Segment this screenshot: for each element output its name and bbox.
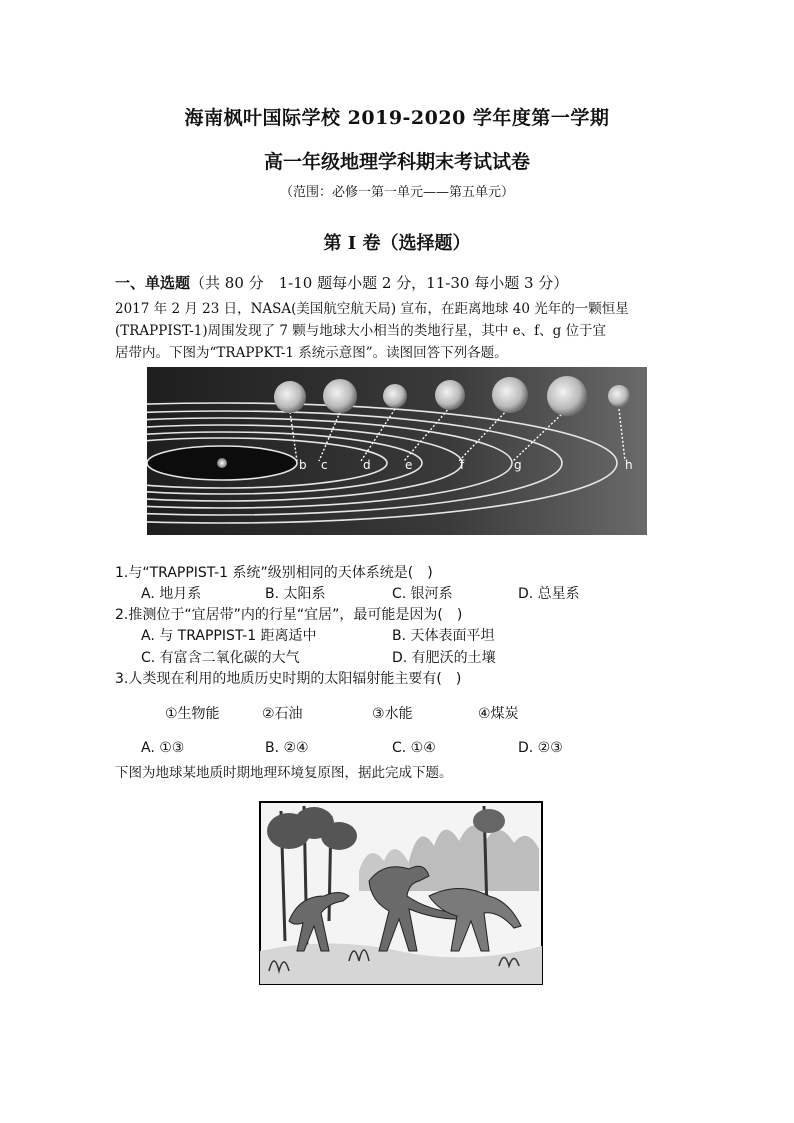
label-g: g <box>514 458 522 472</box>
section-note: （共 80 分 1-10 题每小题 2 分，11-30 每小题 3 分） <box>190 274 569 292</box>
volume-title: 第 I 卷（选择题） <box>323 233 471 254</box>
q3-option-d: D. ②③ <box>518 740 563 756</box>
label-c: c <box>321 458 328 472</box>
q2-option-a: A. 与 TRAPPIST-1 距离适中 <box>141 628 317 644</box>
section-label: 一、单选题 <box>115 274 191 292</box>
label-f: f <box>460 458 465 472</box>
planet-e <box>435 380 465 410</box>
intro-2: 下图为地球某地质时期地理环境复原图，据此完成下题。 <box>115 765 453 781</box>
planet-g <box>547 376 587 416</box>
question-3-stem: 3.人类现在利用的地质历史时期的太阳辐射能主要有( ) <box>115 671 462 687</box>
star-trappist-1 <box>217 458 227 468</box>
label-b: b <box>299 458 307 472</box>
planet-f <box>492 377 528 413</box>
q3-item-1: ①生物能 <box>165 706 220 722</box>
question-2-stem: 2.推测位于“宜居带”内的行星“宜居”，最可能是因为( ) <box>115 607 463 623</box>
q1-option-b: B. 太阳系 <box>265 586 326 602</box>
q2-option-c: C. 有富含二氧化碳的大气 <box>141 650 300 666</box>
planet-h <box>608 385 630 407</box>
intro-line-1: 2017 年 2 月 23 日，NASA(美国航空航天局) 宣布，在距离地球 40 光年的一颗恒星 <box>115 301 629 317</box>
q1-option-d: D. 总星系 <box>518 586 580 602</box>
q3-item-2: ②石油 <box>262 706 303 722</box>
label-e: e <box>405 458 413 472</box>
trappist-system-figure <box>147 367 647 535</box>
q3-item-3: ③水能 <box>372 706 413 722</box>
dinosaur-era-figure <box>259 801 543 985</box>
q3-item-4: ④煤炭 <box>478 706 519 722</box>
intro-line-3: 居带内。下图为“TRAPPKT-1 系统示意图”。读图回答下列各题。 <box>115 345 508 361</box>
exam-subtitle: 高一年级地理学科期末考试试卷 <box>263 151 530 173</box>
planet-c <box>323 379 357 413</box>
section-heading <box>115 272 568 293</box>
exam-title: 海南枫叶国际学校 2019-2020 学年度第一学期 <box>184 107 610 129</box>
intro-line-2: (TRAPPIST-1)周围发现了 7 颗与地球大小相当的类地行星，其中 e、f、g 位于宜 <box>115 323 606 339</box>
planet-d <box>383 384 407 408</box>
q1-option-a: A. 地月系 <box>141 586 202 602</box>
question-1-stem: 1.与“TRAPPIST-1 系统”级别相同的天体系统是( ) <box>115 565 433 581</box>
q3-option-b: B. ②④ <box>265 740 309 756</box>
q1-option-c: C. 银河系 <box>392 586 453 602</box>
label-h: h <box>625 458 633 472</box>
label-d: d <box>363 458 371 472</box>
planet-b <box>274 381 306 413</box>
q2-option-b: B. 天体表面平坦 <box>392 628 495 644</box>
q3-option-c: C. ①④ <box>392 740 436 756</box>
exam-scope: （范围：必修一第一单元——第五单元） <box>279 185 514 200</box>
q3-option-a: A. ①③ <box>141 740 185 756</box>
q2-option-d: D. 有肥沃的土壤 <box>392 650 496 666</box>
